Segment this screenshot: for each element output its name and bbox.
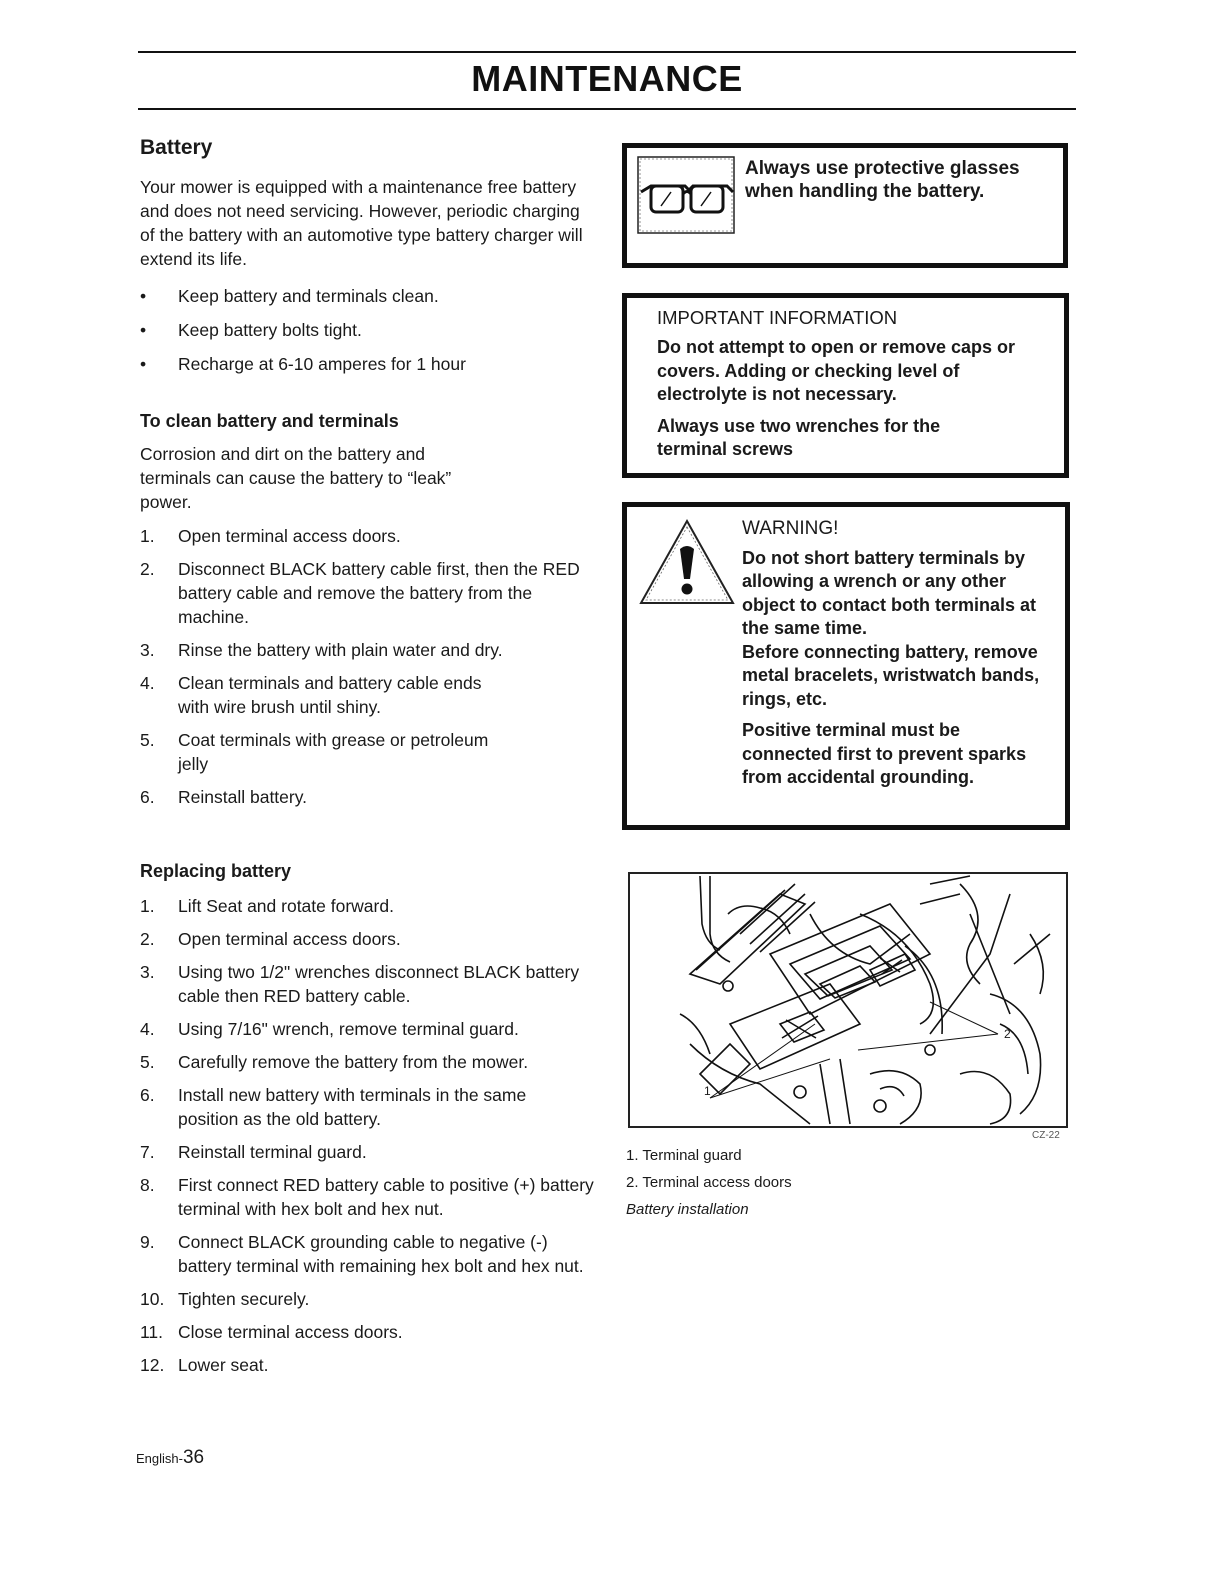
step-text: Open terminal access doors. — [178, 929, 401, 949]
step-text: Install new battery with terminals in the same position as the old battery. — [178, 1085, 527, 1129]
important-info-text: Do not attempt to open or remove caps or covers. Adding or checking level of electrolyte is not necessary. — [657, 337, 1016, 404]
legend-item-access-doors: 2. Terminal access doors — [626, 1174, 792, 1191]
page-footer — [136, 1447, 204, 1469]
clean-heading: To clean battery and terminals — [140, 411, 399, 431]
list-item-text: Keep battery and terminals clean. — [178, 286, 439, 306]
step-text: Coat terminals with grease or petroleum jelly — [178, 730, 489, 774]
step-number: 3. — [140, 962, 155, 982]
list-item — [140, 1230, 600, 1278]
step-text: Using two 1/2" wrenches disconnect BLACK battery cable then RED battery cable. — [178, 962, 580, 1006]
list-item — [140, 638, 600, 662]
list-item — [140, 557, 600, 629]
battery-installation-illustration — [630, 874, 1066, 1126]
step-number: 1. — [140, 526, 155, 546]
list-item — [140, 1017, 600, 1041]
list-item — [140, 1140, 600, 1164]
figure-caption: Battery installation — [626, 1201, 749, 1218]
step-number: 1. — [140, 896, 155, 916]
step-number: 9. — [140, 1232, 155, 1252]
battery-intro: Your mower is equipped with a maintenance free battery and does not need servicing. However, periodic charging of the battery with an automotive type battery charger will extend its life. — [140, 177, 583, 269]
step-number: 2. — [140, 929, 155, 949]
step-text: Clean terminals and battery cable ends with wire brush until shiny. — [178, 673, 482, 717]
step-text: Close terminal access doors. — [178, 1322, 403, 1342]
step-text: Open terminal access doors. — [178, 526, 401, 546]
warning-triangle-icon — [637, 517, 737, 614]
important-info-box — [622, 293, 1069, 478]
list-item — [140, 284, 600, 308]
step-text: Reinstall battery. — [178, 787, 308, 807]
list-item — [140, 524, 600, 548]
bullet-marker: • — [140, 354, 147, 374]
battery-installation-figure — [628, 872, 1068, 1128]
callout-2: 2 — [1004, 1027, 1011, 1041]
bullet-marker: • — [140, 320, 147, 340]
replace-steps — [140, 894, 600, 1377]
step-text: Lift Seat and rotate forward. — [178, 896, 394, 916]
warning-box — [622, 502, 1070, 830]
step-number: 11. — [140, 1322, 164, 1342]
list-item — [140, 1050, 600, 1074]
list-item — [140, 671, 600, 719]
warning-text-jewelry: Before connecting battery, remove metal bracelets, wristwatch bands, rings, etc. — [742, 641, 1040, 709]
list-item — [140, 1083, 600, 1131]
step-text: Connect BLACK grounding cable to negative (-) battery terminal with remaining hex bolt and hex nut. — [178, 1232, 584, 1276]
step-number: 6. — [140, 787, 155, 807]
list-item — [140, 960, 600, 1008]
step-number: 4. — [140, 673, 155, 693]
clean-intro: Corrosion and dirt on the battery and terminals can cause the battery to “leak” power. — [140, 444, 452, 512]
step-number: 6. — [140, 1085, 155, 1105]
list-item — [140, 1320, 600, 1344]
list-item — [140, 785, 600, 809]
list-item — [140, 894, 600, 918]
clean-steps — [140, 524, 600, 809]
top-rule — [138, 51, 1076, 53]
step-number: 8. — [140, 1175, 155, 1195]
step-text: Reinstall terminal guard. — [178, 1142, 367, 1162]
page-title: MAINTENANCE — [471, 58, 743, 99]
step-text: Using 7/16" wrench, remove terminal guard. — [178, 1019, 519, 1039]
warning-text-positive: Positive terminal must be connected first to prevent sparks from accidental grounding. — [742, 720, 1027, 787]
list-item — [140, 318, 600, 342]
step-number: 7. — [140, 1142, 155, 1162]
list-item — [140, 728, 600, 776]
list-item — [140, 1353, 600, 1377]
warning-content — [742, 517, 1042, 790]
footer-language: English- — [136, 1451, 183, 1466]
list-item — [140, 352, 600, 376]
step-number: 5. — [140, 1052, 155, 1072]
list-item-text: Keep battery bolts tight. — [178, 320, 362, 340]
step-number: 5. — [140, 730, 155, 750]
battery-heading: Battery — [140, 136, 213, 159]
glasses-notice-box — [622, 143, 1068, 268]
step-number: 2. — [140, 559, 155, 579]
warning-text-short: Do not short battery terminals by allowing a wrench or any other object to contact both terminals at the same time. — [742, 547, 1037, 638]
important-info-wrench-note: Always use two wrenches for the terminal screws — [657, 415, 941, 459]
figure-code: CZ-22 — [1032, 1130, 1060, 1141]
list-item — [140, 1287, 600, 1311]
step-number: 3. — [140, 640, 155, 660]
safety-glasses-icon — [637, 156, 735, 234]
step-text: Carefully remove the battery from the mower. — [178, 1052, 529, 1072]
clean-section — [140, 411, 600, 818]
list-item — [140, 927, 600, 951]
page-number: 36 — [182, 1447, 205, 1468]
title-rule — [138, 108, 1076, 110]
battery-bullets — [140, 284, 600, 376]
step-number: 12. — [140, 1355, 165, 1375]
list-item-text: Recharge at 6-10 amperes for 1 hour — [178, 354, 466, 374]
replace-heading: Replacing battery — [140, 861, 292, 881]
step-text: Disconnect BLACK battery cable first, then the RED battery cable and remove the battery from the machine. — [178, 559, 580, 627]
bullet-marker: • — [140, 286, 147, 306]
important-info-title: IMPORTANT INFORMATION — [657, 307, 898, 328]
figure-legend — [626, 1146, 792, 1220]
step-text: Rinse the battery with plain water and dry. — [178, 640, 503, 660]
step-text: First connect RED battery cable to positive (+) battery terminal with hex bolt and hex nut. — [178, 1175, 594, 1219]
replace-section — [140, 861, 600, 1386]
step-number: 4. — [140, 1019, 155, 1039]
step-text: Lower seat. — [178, 1355, 269, 1375]
glasses-notice-text: Always use protective glasses when handling the battery. — [745, 158, 1020, 202]
legend-item-terminal-guard: 1. Terminal guard — [626, 1147, 742, 1164]
step-text: Tighten securely. — [178, 1289, 310, 1309]
battery-section — [140, 136, 600, 386]
callout-1: 1 — [704, 1084, 711, 1098]
step-number: 10. — [140, 1289, 165, 1309]
list-item — [140, 1173, 600, 1221]
warning-title: WARNING! — [742, 518, 839, 539]
